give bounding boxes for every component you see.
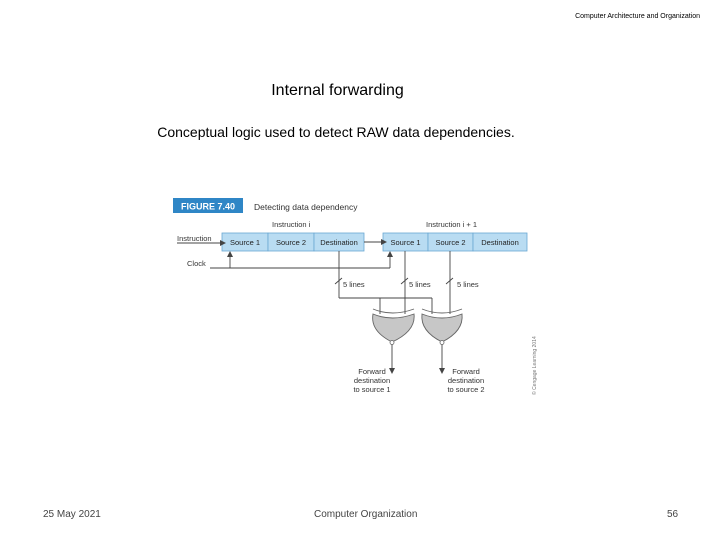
instruction-i-register (222, 233, 364, 251)
page-number: 56 (667, 509, 679, 520)
field-label: Source 2 (275, 238, 307, 247)
field-label: Destination (320, 238, 358, 247)
output-1-line-2: destination (353, 376, 391, 385)
field-label: Source 1 (229, 238, 261, 247)
bus-label: 5 lines (409, 280, 431, 289)
wiring (177, 242, 450, 370)
instruction-i1-register (383, 233, 527, 251)
comparator-gate-1 (373, 309, 415, 345)
arrowheads (220, 239, 445, 374)
copyright-text: © Cengage Learning 2014 (532, 336, 538, 395)
bus-label: 5 lines (343, 280, 365, 289)
instruction-i1-label: Instruction i + 1 (426, 220, 478, 229)
figure-badge-text: FIGURE 7.40 (180, 201, 236, 212)
output-1-line-1: Forward (358, 367, 386, 376)
field-label: Source 1 (390, 238, 421, 247)
figure-detecting-data-dependency (170, 190, 550, 405)
slide-subtitle: Conceptual logic used to detect RAW data dependencies. (157, 124, 515, 140)
field-label: Source 2 (435, 238, 466, 247)
field-label: Destination (481, 238, 519, 247)
output-2-line-2: destination (447, 376, 485, 385)
figure-caption: Detecting data dependency (254, 202, 358, 212)
footer-date: 25 May 2021 (43, 509, 101, 520)
slide-title: Internal forwarding (271, 82, 404, 99)
dependency-diagram (170, 190, 550, 405)
output-1-line-3: to source 1 (353, 385, 391, 394)
output-2-line-3: to source 2 (447, 385, 485, 394)
clock-label: Clock (187, 259, 206, 268)
footer-course: Computer Organization (314, 509, 418, 520)
comparator-gate-2 (422, 309, 462, 345)
course-title-header: Computer Architecture and Organization (575, 13, 700, 20)
instruction-i-label: Instruction i (272, 220, 311, 229)
instruction-input-label: Instruction (177, 234, 212, 243)
output-2-line-1: Forward (452, 367, 480, 376)
bus-label: 5 lines (457, 280, 479, 289)
